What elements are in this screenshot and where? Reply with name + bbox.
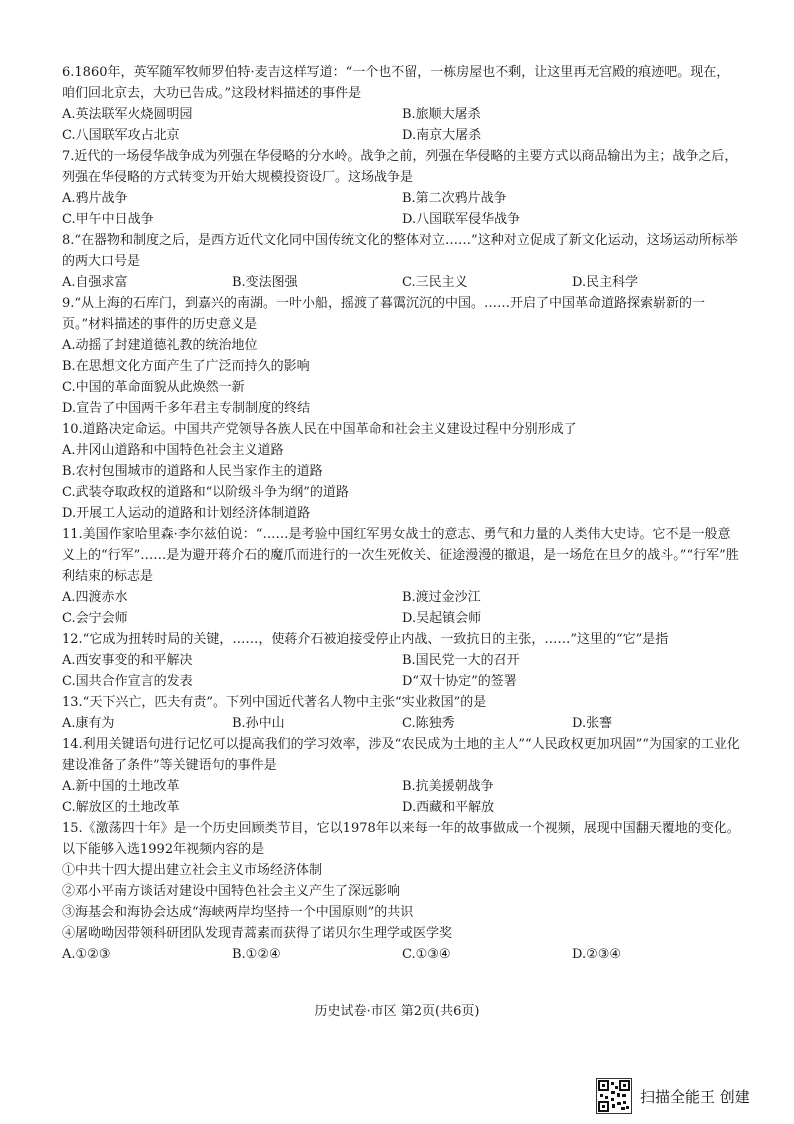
question-stem: 12.“它成为扭转时局的关键，……，使蒋介石被迫接受停止内战、一致抗日的主张，……”这里的“它”是指 <box>62 632 669 647</box>
question-stem: 10.道路决定命运。中国共产党领导各族人民在中国革命和社会主义建设过程中分别形成了 <box>62 422 577 437</box>
option-b: B.第二次鸦片战争 <box>402 191 507 206</box>
option-b: B.在思想文化方面产生了广泛而持久的影响 <box>62 359 310 374</box>
qr-code-icon <box>597 1079 631 1113</box>
question-13 <box>62 692 742 734</box>
option-a: A.动摇了封建道德礼教的统治地位 <box>62 338 258 353</box>
option-c: C.三民主义 <box>402 275 468 290</box>
option-b: B.抗美援朝战争 <box>402 779 494 794</box>
qr-code-icon <box>596 1078 632 1114</box>
scanner-watermark-text: 扫描全能王 创建 <box>640 1087 750 1106</box>
question-stem: 7.近代的一场侵华战争成为列强在华侵略的分水岭。战争之前，列强在华侵略的主要方式以商品输出为主；战争之后，列强在华侵略的方式转变为开始大规模投资设厂。这场战争是 <box>62 149 738 185</box>
option-b: B.渡过金沙江 <box>402 590 481 605</box>
option-a: A.英法联军火烧圆明园 <box>62 107 193 122</box>
option-a: A.鸦片战争 <box>62 191 128 206</box>
statement-4: ④屠呦呦因带领科研团队发现青蒿素而获得了诺贝尔生理学或医学奖 <box>62 926 453 941</box>
option-b: B.变法图强 <box>232 275 298 290</box>
statement-2: ②邓小平南方谈话对建设中国特色社会主义产生了深远影响 <box>62 884 401 899</box>
option-c: C.①③④ <box>402 947 451 962</box>
option-c: C.解放区的土地改革 <box>62 800 180 815</box>
exam-page <box>62 62 742 965</box>
option-b: B.①②④ <box>232 947 281 962</box>
question-11 <box>62 524 742 629</box>
option-c: C.会宁会师 <box>62 611 128 626</box>
question-stem: 11.美国作家哈里森·李尔兹伯说：“……是考验中国红军男女战士的意志、勇气和力量的人类伟大史诗。它不是一般意义上的“行军”……是为避开蒋介石的魔爪而进行的一次生死攸关、征途漫漫的撤退，是一场危在旦夕的战斗。”“行军”胜利结束的标志是 <box>62 527 739 584</box>
option-d: D.八国联军侵华战争 <box>402 212 521 227</box>
option-c: C.国共合作宣言的发表 <box>62 674 193 689</box>
question-stem: 6.1860年，英军随军牧师罗伯特·麦吉这样写道：“一个也不留，一栋房屋也不剩，让这里再无宫殿的痕迹吧。现在，咱们回北京去，大功已告成。”这段材料描述的事件是 <box>62 65 730 101</box>
option-a: A.①②③ <box>62 947 111 962</box>
question-stem: 8.“在器物和制度之后，是西方近代文化同中国传统文化的整体对立……”这种对立促成了新文化运动，这场运动所标举的两大口号是 <box>62 233 738 269</box>
option-d: D.开展工人运动的道路和计划经济体制道路 <box>62 506 311 521</box>
statement-3: ③海基会和海协会达成“海峡两岸均坚持一个中国原则”的共识 <box>62 905 414 920</box>
option-b: B.农村包围城市的道路和人民当家作主的道路 <box>62 464 323 479</box>
option-b: B.国民党一大的召开 <box>402 653 520 668</box>
question-stem: 14.利用关键语句进行记忆可以提高我们的学习效率，涉及“农民成为土地的主人”“人民政权更加巩固”“为国家的工业化建设准备了条件”等关键语句的事件是 <box>62 737 740 773</box>
question-12 <box>62 629 742 692</box>
question-14 <box>62 734 742 818</box>
statement-1: ①中共十四大提出建立社会主义市场经济体制 <box>62 863 323 878</box>
option-c: C.八国联军攻占北京 <box>62 128 180 143</box>
option-d: D.宣告了中国两千多年君主专制制度的终结 <box>62 401 311 416</box>
option-a: A.自强求富 <box>62 275 128 290</box>
question-7 <box>62 146 742 230</box>
option-d: D.西藏和平解放 <box>402 800 495 815</box>
question-10 <box>62 419 742 524</box>
option-a: A.新中国的土地改革 <box>62 779 180 794</box>
page-footer: 历史试卷·市区 第2页(共6页) <box>314 1004 480 1019</box>
option-d: D.张謇 <box>572 716 613 731</box>
question-stem: 15.《激荡四十年》是一个历史回顾类节目，它以1978年以来每一年的故事做成一个视频，展现中国翻天覆地的变化。以下能够入选1992年视频内容的是 <box>62 821 740 857</box>
option-c: C.武装夺取政权的道路和“以阶级斗争为纲”的道路 <box>62 485 349 500</box>
option-d: D.吴起镇会师 <box>402 611 482 626</box>
option-c: C.中国的革命面貌从此焕然一新 <box>62 380 245 395</box>
option-c: C.甲午中日战争 <box>62 212 154 227</box>
scanner-watermark <box>596 1078 750 1114</box>
question-6 <box>62 62 742 146</box>
question-15 <box>62 818 742 965</box>
option-a: A.四渡赤水 <box>62 590 128 605</box>
option-d: D.南京大屠杀 <box>402 128 482 143</box>
option-c: C.陈独秀 <box>402 716 455 731</box>
question-stem: 9.“从上海的石库门，到嘉兴的南湖。一叶小船，摇渡了暮霭沉沉的中国。……开启了中国革命道路探索崭新的一页。”材料描述的事件的历史意义是 <box>62 296 706 332</box>
option-b: B.旅顺大屠杀 <box>402 107 481 122</box>
option-a: A.井冈山道路和中国特色社会主义道路 <box>62 443 284 458</box>
option-d: D.民主科学 <box>572 275 639 290</box>
option-d: D.②③④ <box>572 947 622 962</box>
option-a: A.西安事变的和平解决 <box>62 653 193 668</box>
option-b: B.孙中山 <box>232 716 285 731</box>
option-a: A.康有为 <box>62 716 115 731</box>
option-d: D“双十协定”的签署 <box>402 674 517 689</box>
question-8 <box>62 230 742 293</box>
question-stem: 13.“天下兴亡，匹夫有责”。下列中国近代著名人物中主张“实业救国”的是 <box>62 695 487 710</box>
question-9 <box>62 293 742 419</box>
